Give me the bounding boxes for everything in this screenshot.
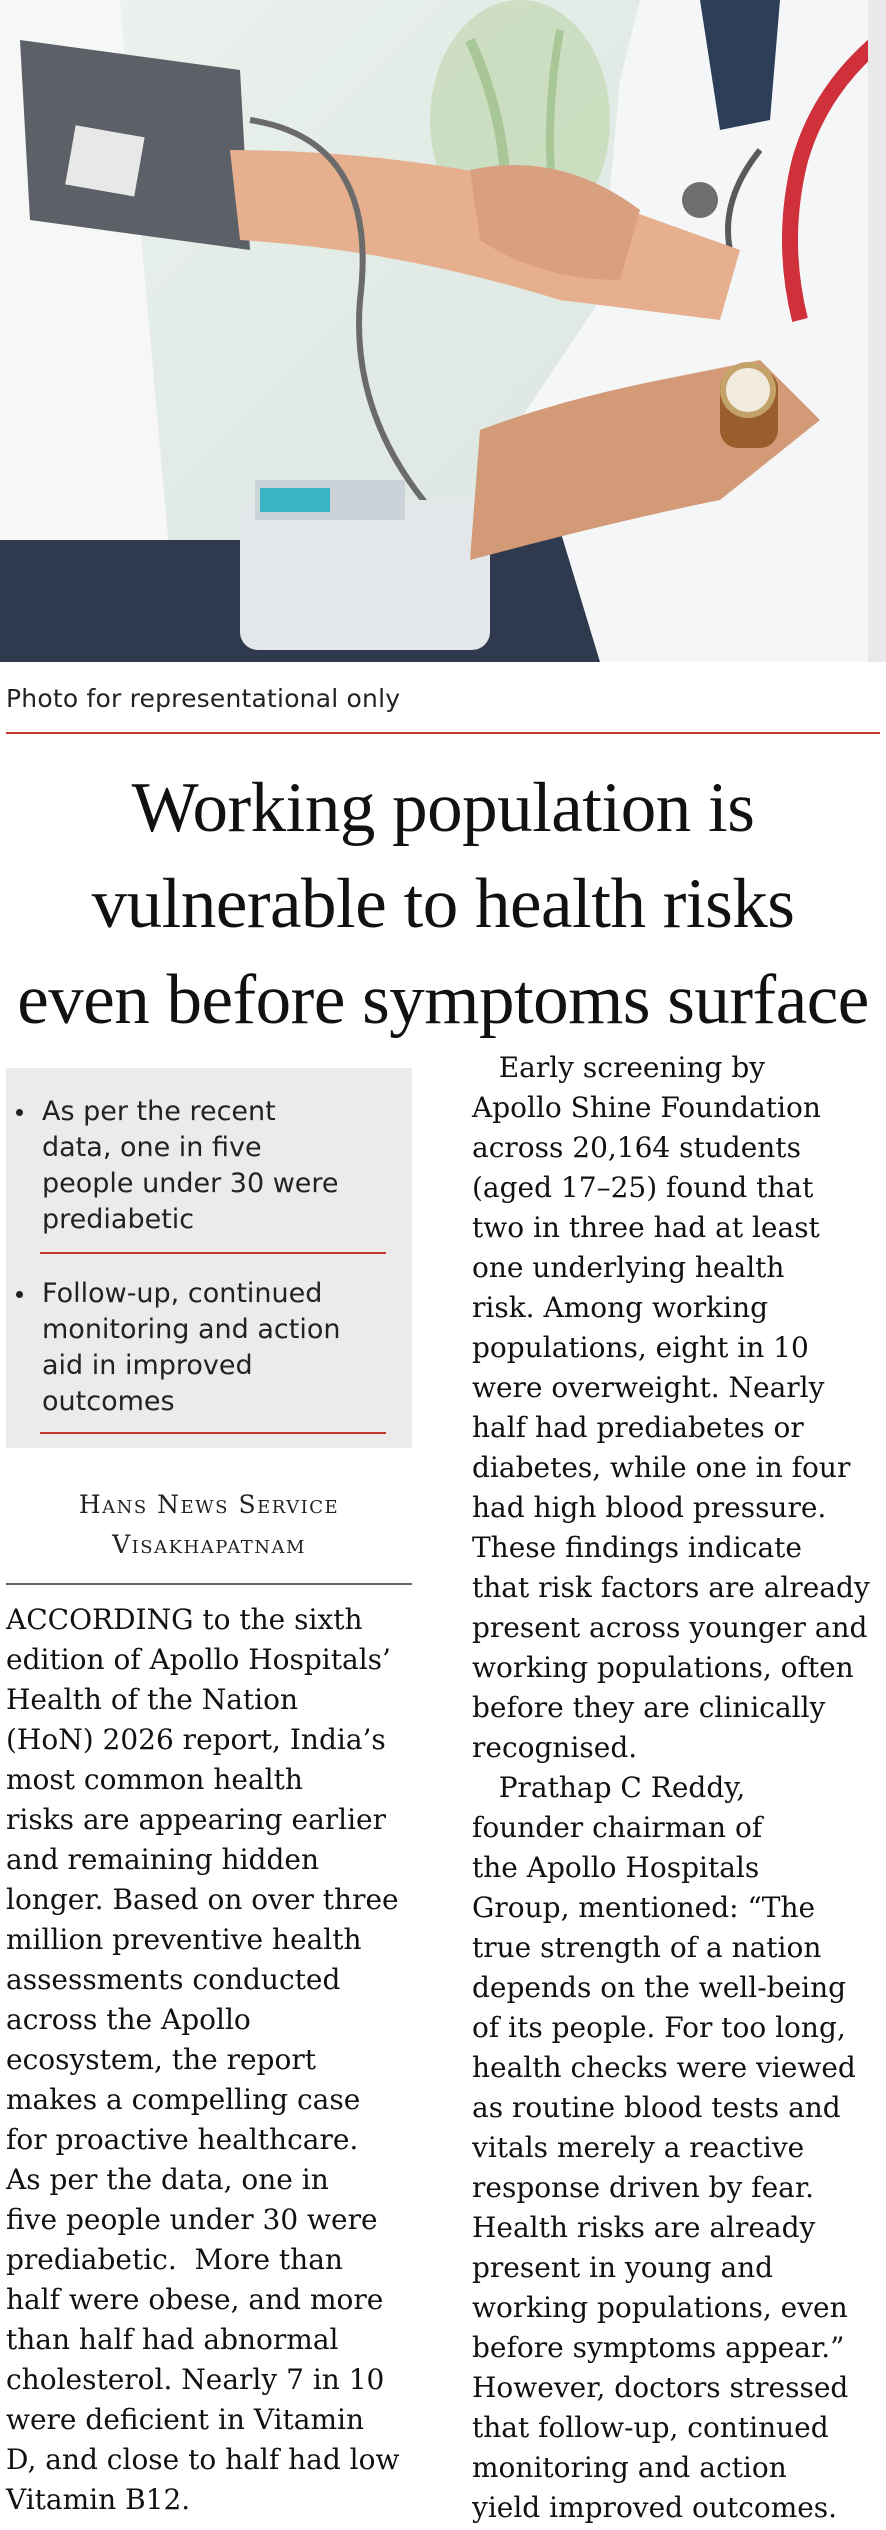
body-text-line: diabetes, while one in four	[472, 1451, 851, 1484]
byline-location: Visakhapatnam	[112, 1530, 306, 1559]
body-text-line: prediabetic. More than	[6, 2243, 343, 2276]
body-text-line: vitals merely a reactive	[472, 2131, 805, 2164]
body-text-line: Prathap C Reddy,	[472, 1771, 746, 1804]
body-text-line: million preventive health	[6, 1923, 362, 1956]
body-text-line: recognised.	[472, 1731, 638, 1764]
bullet-icon	[16, 1291, 23, 1298]
highlight-line: Follow-up, continued	[42, 1278, 323, 1309]
body-text-line: as routine blood tests and	[472, 2091, 841, 2124]
body-text-line: one underlying health	[472, 1251, 785, 1284]
highlights-box	[6, 1068, 412, 1448]
body-text-line: monitoring and action	[472, 2451, 787, 2484]
body-text-line: were overweight. Nearly	[472, 1371, 825, 1404]
body-text-line: However, doctors stressed	[472, 2371, 849, 2404]
body-text-line: makes a compelling case	[6, 2083, 361, 2116]
body-text-line: five people under 30 were	[6, 2203, 378, 2236]
body-text-line: (aged 17–25) found that	[472, 1171, 814, 1204]
body-text-line: D, and close to half had low	[6, 2443, 400, 2476]
headline-line: even before symptoms surface	[17, 961, 869, 1039]
body-text-line: that follow-up, continued	[472, 2411, 829, 2444]
body-text-line: Early screening by	[472, 1051, 766, 1084]
body-text-line: health checks were viewed	[472, 2051, 856, 2084]
body-text-line: Vitamin B12.	[6, 2483, 191, 2516]
body-text-line: for proactive healthcare.	[6, 2123, 359, 2156]
blood-pressure-photo-illustration	[0, 0, 886, 662]
body-text-line: half were obese, and more	[6, 2283, 384, 2316]
article-photo	[0, 0, 886, 662]
body-text-line: assessments conducted	[6, 1963, 341, 1996]
body-text-line: ecosystem, the report	[6, 2043, 316, 2076]
body-text-line: longer. Based on over three	[6, 1883, 399, 1916]
body-text-line: risk. Among working	[472, 1291, 769, 1324]
highlight-item	[42, 1094, 372, 1238]
body-text-line: response driven by fear.	[472, 2171, 815, 2204]
highlight-line: data, one in five	[42, 1132, 262, 1163]
body-text-line: the Apollo Hospitals	[472, 1851, 760, 1884]
body-text-line: half had prediabetes or	[472, 1411, 804, 1444]
highlight-line: prediabetic	[42, 1204, 195, 1235]
headline-line: vulnerable to health risks	[91, 865, 795, 943]
body-text-line: cholesterol. Nearly 7 in 10	[6, 2363, 385, 2396]
article-body-right-column	[472, 1048, 882, 2528]
body-text-line: founder chairman of	[472, 1811, 763, 1844]
highlight-line: As per the recent	[42, 1096, 276, 1127]
body-text-line: were deficient in Vitamin	[6, 2403, 365, 2436]
highlight-line: aid in improved	[42, 1350, 253, 1381]
body-text-line: Health risks are already	[472, 2211, 816, 2244]
body-text-line: had high blood pressure.	[472, 1491, 827, 1524]
byline-divider	[6, 1583, 412, 1585]
body-text-line: Group, mentioned: “The	[472, 1891, 816, 1924]
body-text-line: two in three had at least	[472, 1211, 820, 1244]
body-text-line: present in young and	[472, 2251, 774, 2284]
body-text-line: true strength of a nation	[472, 1931, 822, 1964]
highlight-line: outcomes	[42, 1386, 175, 1417]
body-text-line: Apollo Shine Foundation	[472, 1091, 821, 1124]
body-text-line: present across younger and	[472, 1611, 868, 1644]
byline-agency: Hans News Service	[78, 1490, 340, 1519]
body-text-line: As per the data, one in	[6, 2163, 329, 2196]
body-text-line: before symptoms appear.”	[472, 2331, 845, 2364]
body-text-line: across 20,164 students	[472, 1131, 801, 1164]
body-text-line: ACCORDING to the sixth	[6, 1603, 363, 1636]
body-text-line: yield improved outcomes.	[472, 2491, 838, 2524]
body-text-line: risks are appearing earlier	[6, 1803, 387, 1836]
caption-divider	[6, 732, 880, 734]
body-text-line: that risk factors are already	[472, 1571, 870, 1604]
body-text-line: than half had abnormal	[6, 2323, 339, 2356]
bullet-icon	[16, 1109, 23, 1116]
body-text-line: before they are clinically	[472, 1691, 826, 1724]
body-text-line: and remaining hidden	[6, 1843, 319, 1876]
highlight-divider	[40, 1252, 386, 1254]
body-text-line: of its people. For too long,	[472, 2011, 846, 2044]
article-headline	[0, 760, 886, 1048]
photo-caption: Photo for representational only	[6, 684, 401, 713]
body-text-line: depends on the well-being	[472, 1971, 847, 2004]
highlight-item	[42, 1276, 372, 1420]
body-text-line: most common health	[6, 1763, 303, 1796]
body-text-line: Health of the Nation	[6, 1683, 298, 1716]
highlight-line: monitoring and action	[42, 1314, 341, 1345]
body-text-line: (HoN) 2026 report, India’s	[6, 1723, 386, 1756]
body-text-line: working populations, often	[472, 1651, 854, 1684]
article-body-left-column	[6, 1600, 414, 2520]
headline-line: Working population is	[131, 769, 755, 847]
body-text-line: working populations, even	[472, 2291, 848, 2324]
body-text-line: across the Apollo	[6, 2003, 251, 2036]
highlight-divider	[40, 1432, 386, 1434]
body-text-line: These findings indicate	[472, 1531, 802, 1564]
body-text-line: edition of Apollo Hospitals’	[6, 1643, 391, 1676]
highlight-line: people under 30 were	[42, 1168, 339, 1199]
body-text-line: populations, eight in 10	[472, 1331, 809, 1364]
